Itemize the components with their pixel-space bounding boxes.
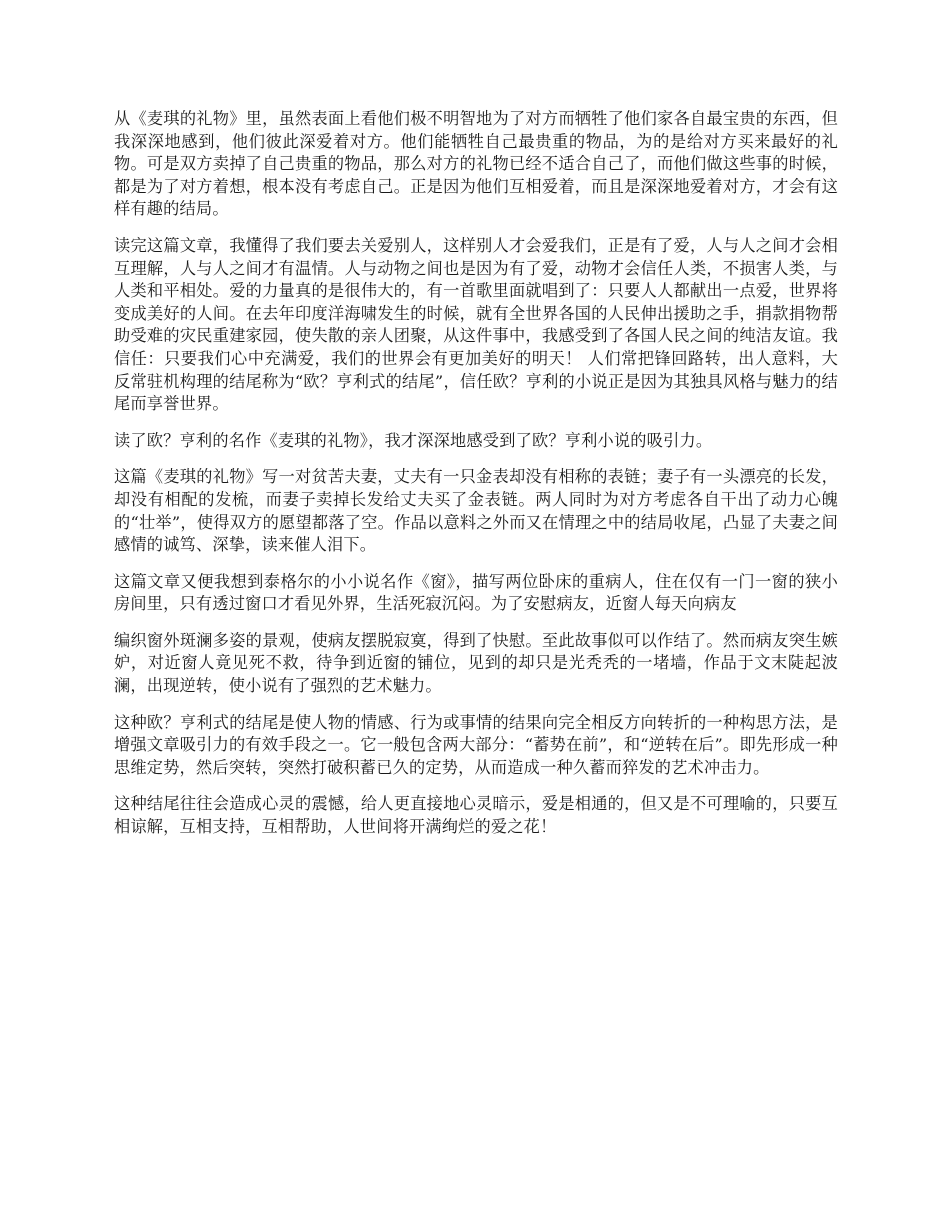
document-body (114, 108, 838, 853)
paragraph-2: 读完这篇文章，我懂得了我们要去关爱别人，这样别人才会爱我们，正是有了爱，人与人之间才会相互理解，人与人之间才有温情。人与动物之间也是因为有了爱，动物才会信任人类，不损害人类，与人类和平相处。爱的力量真的是很伟大的，有一首歌里面就唱到了：只要人人都献出一点爱，世界将变成美好的人间。在去年印度洋海啸发生的时候，就有全世界各国的人民伸出援助之手，捐款捐物帮助受难的灾民重建家园，使失散的亲人团聚，从这件事中，我感受到了各国人民之间的纯洁友谊。我信任：只要我们心中充满爱，我们的世界会有更加美好的明天！ 人们常把锋回路转，出人意料，大反常驻机构理的结尾称为“欧？亨利式的结尾”，信任欧？亨利的小说正是因为其独具风格与魅力的结尾而享誉世界。 (114, 235, 838, 414)
paragraph-3: 读了欧？亨利的名作《麦琪的礼物》，我才深深地感受到了欧？亨利小说的吸引力。 (114, 430, 713, 450)
paragraph-1: 从《麦琪的礼物》里，虽然表面上看他们极不明智地为了对方而牺牲了他们家各自最宝贵的东西，但我深深地感到，他们彼此深爱着对方。他们能牺牲自己最贵重的物品，为的是给对方买来最好的礼物。可是双方卖掉了自己贵重的物品，那么对方的礼物已经不适合自己了，而他们做这些事的时候，都是为了对方着想，根本没有考虑自己。正是因为他们互相爱着，而且是深深地爱着对方，才会有这样有趣的结局。 (114, 109, 838, 219)
paragraph-8: 这种结尾往往会造成心灵的震憾，给人更直接地心灵暗示，爱是相通的，但又是不可理喻的，只要互相谅解，互相支持，互相帮助，人世间将开满绚烂的爱之花！ (114, 794, 838, 837)
paragraph-7: 这种欧？亨利式的结尾是使人物的情感、行为或事情的结果向完全相反方向转折的一种构思方法，是增强文章吸引力的有效手段之一。它一般包含两大部分：“蓄势在前”，和“逆转在后”。即先形成一种思维定势，然后突转，突然打破积蓄已久的定势，从而造成一种久蓄而猝发的艺术冲击力。 (114, 712, 838, 777)
paragraph-5: 这篇文章又便我想到泰格尔的小小说名作《窗》，描写两位卧床的重病人，住在仅有一门一窗的狭小房间里，只有透过窗口才看见外界，生活死寂沉闷。为了安慰病友，近窗人每天向病友 (114, 571, 838, 614)
paragraph-4: 这篇《麦琪的礼物》写一对贫苦夫妻，丈夫有一只金表却没有相称的表链；妻子有一头漂亮的长发，却没有相配的发梳，而妻子卖掉长发给丈夫买了金表链。两人同时为对方考虑各自干出了动力心魄的“壮举”，使得双方的愿望都落了空。作品以意料之外而又在情理之中的结局收尾，凸显了夫妻之间感情的诚笃、深挚，读来催人泪下。 (114, 467, 838, 555)
paragraph-6: 编织窗外斑澜多姿的景观，使病友摆脱寂寞，得到了快慰。至此故事似可以作结了。然而病友突生嫉妒，对近窗人竟见死不救，待争到近窗的铺位，见到的却只是光秃秃的一堵墙，作品于文末陡起波澜，出现逆转，使小说有了强烈的艺术魅力。 (114, 630, 838, 696)
